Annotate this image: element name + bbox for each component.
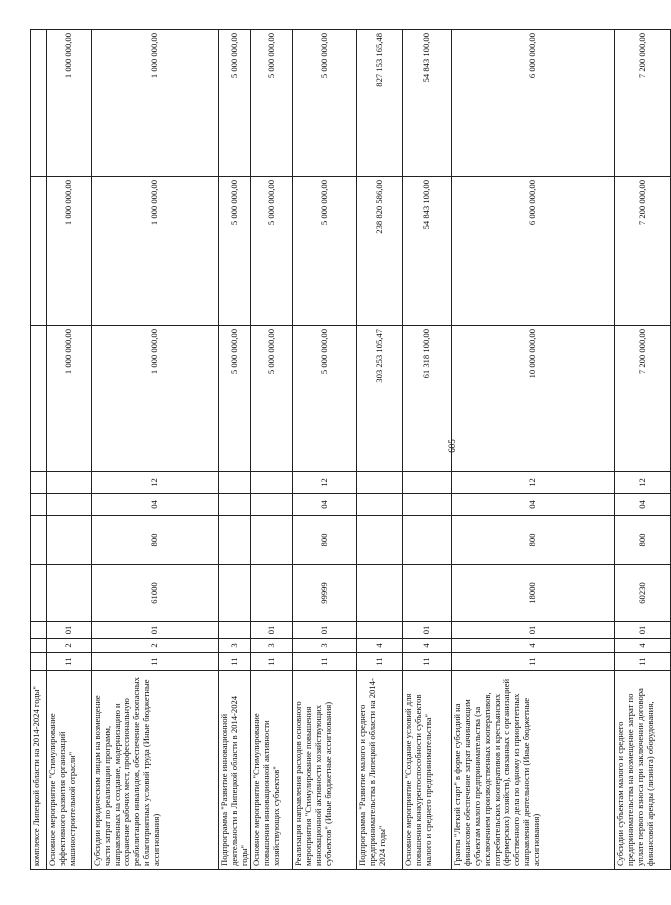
row-code-7: [357, 472, 403, 494]
row-code-4: [31, 565, 47, 622]
row-code-2: 4: [357, 639, 403, 653]
table-row: [403, 30, 452, 870]
row-amount-1: 5 000 000,00: [293, 326, 357, 472]
row-code-2: 4: [615, 639, 671, 653]
row-amount-2: 5 000 000,00: [293, 177, 357, 326]
row-amount-1: 303 253 105,47: [357, 326, 403, 472]
budget-table-rotated: [30, 30, 655, 870]
row-code-3: 01: [615, 622, 671, 639]
row-amount-2: 6 000 000,00: [452, 177, 615, 326]
row-code-6: [357, 494, 403, 516]
row-name: Субсидии субъектам малого и среднего предпринимательства на возмещение затрат по уплате первого взноса при заключении договора финансовой аренды (лизинга) оборудования,: [615, 671, 671, 870]
row-code-5: [31, 516, 47, 565]
row-code-5: 800: [615, 516, 671, 565]
row-code-6: 04: [293, 494, 357, 516]
row-amount-1: [31, 326, 47, 472]
row-code-6: 04: [615, 494, 671, 516]
row-code-6: 04: [92, 494, 219, 516]
table-row: [452, 30, 615, 870]
row-code-5: [251, 516, 293, 565]
row-code-2: 2: [47, 639, 92, 653]
row-amount-2: [31, 177, 47, 326]
row-code-1: 11: [615, 653, 671, 671]
row-amount-3: 54 843 100,00: [403, 30, 452, 177]
row-code-5: [219, 516, 251, 565]
row-amount-3: 7 200 000,00: [615, 30, 671, 177]
row-code-3: [219, 622, 251, 639]
row-code-5: 800: [452, 516, 615, 565]
row-code-2: 4: [403, 639, 452, 653]
row-code-4: [47, 565, 92, 622]
row-code-5: [357, 516, 403, 565]
row-amount-1: 1 000 000,00: [47, 326, 92, 472]
row-code-4: 61000: [92, 565, 219, 622]
page-number: 605: [447, 439, 457, 453]
row-amount-2: 1 000 000,00: [92, 177, 219, 326]
row-code-6: [251, 494, 293, 516]
row-amount-3: 6 000 000,00: [452, 30, 615, 177]
row-amount-3: 5 000 000,00: [293, 30, 357, 177]
table-row: [357, 30, 403, 870]
row-amount-3: 5 000 000,00: [219, 30, 251, 177]
row-code-2: 4: [452, 639, 615, 653]
row-name: Основное мероприятие "Создание условий для повышения конкурентоспособности субъектов малого и среднего предпринимательства": [403, 671, 452, 870]
row-amount-2: 54 843 100,00: [403, 177, 452, 326]
row-code-7: 12: [293, 472, 357, 494]
row-code-1: 11: [452, 653, 615, 671]
table-row: [251, 30, 293, 870]
row-amount-2: 1 000 000,00: [47, 177, 92, 326]
row-code-7: 12: [615, 472, 671, 494]
row-code-2: [31, 639, 47, 653]
row-code-7: [403, 472, 452, 494]
row-amount-2: 5 000 000,00: [219, 177, 251, 326]
row-name: Реализация направления расходов основного мероприятия "Стимулирование повышения инновационной активности хозяйствующих субъектов" (Иные бюджетные ассигнования): [293, 671, 357, 870]
row-code-4: [403, 565, 452, 622]
row-code-3: 01: [92, 622, 219, 639]
row-code-3: 01: [452, 622, 615, 639]
row-code-1: [31, 653, 47, 671]
row-code-4: [251, 565, 293, 622]
row-amount-1: 61 318 100,00: [403, 326, 452, 472]
row-code-1: 11: [219, 653, 251, 671]
row-name: Основное мероприятие "Стимулирование повышения инновационной активности хозяйствующих субъектов": [251, 671, 293, 870]
row-code-3: 01: [293, 622, 357, 639]
row-code-6: 04: [452, 494, 615, 516]
row-code-1: 11: [357, 653, 403, 671]
row-name: Подпрограмма "Развитие инновационной деятельности в Липецкой области в 2014-2024 годы": [219, 671, 251, 870]
row-code-3: 01: [251, 622, 293, 639]
row-code-2: 2: [92, 639, 219, 653]
row-code-4: 99999: [293, 565, 357, 622]
row-code-5: [47, 516, 92, 565]
row-code-4: [357, 565, 403, 622]
row-name: комплексе Липецкой области на 2014-2024 годы": [31, 671, 47, 870]
row-code-2: 3: [293, 639, 357, 653]
row-code-5: 800: [92, 516, 219, 565]
row-code-4: 18000: [452, 565, 615, 622]
row-amount-1: 5 000 000,00: [219, 326, 251, 472]
row-code-6: [47, 494, 92, 516]
row-amount-1: 5 000 000,00: [251, 326, 293, 472]
row-name: Подпрограмма "Развитие малого и среднего предпринимательства в Липецкой области на 2014-2024 годы": [357, 671, 403, 870]
row-code-1: 11: [293, 653, 357, 671]
row-code-1: 11: [47, 653, 92, 671]
table-row: [92, 30, 219, 870]
row-name: Основное мероприятие "Стимулирование эффективного развития организаций машиностроительной отрасли": [47, 671, 92, 870]
row-amount-2: 238 820 586,00: [357, 177, 403, 326]
row-code-4: [219, 565, 251, 622]
table-row: [615, 30, 671, 870]
row-code-7: [47, 472, 92, 494]
row-code-7: 12: [92, 472, 219, 494]
row-amount-2: 7 200 000,00: [615, 177, 671, 326]
row-amount-3: 1 000 000,00: [92, 30, 219, 177]
row-code-6: [403, 494, 452, 516]
table-row: [47, 30, 92, 870]
row-code-1: 11: [251, 653, 293, 671]
row-code-7: [251, 472, 293, 494]
row-amount-3: 5 000 000,00: [251, 30, 293, 177]
row-code-1: 11: [403, 653, 452, 671]
row-amount-1: 1 000 000,00: [92, 326, 219, 472]
row-amount-3: [31, 30, 47, 177]
row-code-1: 11: [92, 653, 219, 671]
table-row: [293, 30, 357, 870]
row-code-2: 3: [219, 639, 251, 653]
row-code-3: 01: [47, 622, 92, 639]
table-row: [31, 30, 47, 870]
row-code-3: 01: [403, 622, 452, 639]
row-code-3: [31, 622, 47, 639]
row-amount-2: 5 000 000,00: [251, 177, 293, 326]
row-amount-3: 1 000 000,00: [47, 30, 92, 177]
row-code-7: [219, 472, 251, 494]
table-row: [219, 30, 251, 870]
row-name: Гранты "Легкий старт" в форме субсидий на финансовое обеспечение затрат начинающим субъектам малого предпринимательства (за исключением производственных кооперативов, потребительских кооперативов и крестьянских (фермерских) хозяйств), связанных с организацией собственного дела по одному из приоритетных направлений деятельности (Иные бюджетные ассигнования): [452, 671, 615, 870]
row-amount-1: 10 000 000,00: [452, 326, 615, 472]
row-code-3: [357, 622, 403, 639]
row-name: Субсидии юридическим лицам на возмещение части затрат по реализации программ, направленных на создание, модернизацию и сохранение рабочих мест, профессиональную реабилитацию инвалидов, обеспечение безопасных и благоприятных условий труда (Иные бюджетные ассигнования): [92, 671, 219, 870]
row-code-2: 3: [251, 639, 293, 653]
row-code-7: 12: [452, 472, 615, 494]
row-code-4: 60230: [615, 565, 671, 622]
budget-table: [30, 29, 671, 870]
row-code-5: 800: [293, 516, 357, 565]
row-amount-1: 7 200 000,00: [615, 326, 671, 472]
row-code-6: [31, 494, 47, 516]
row-code-7: [31, 472, 47, 494]
row-code-6: [219, 494, 251, 516]
row-amount-3: 827 153 165,48: [357, 30, 403, 177]
row-code-5: [403, 516, 452, 565]
